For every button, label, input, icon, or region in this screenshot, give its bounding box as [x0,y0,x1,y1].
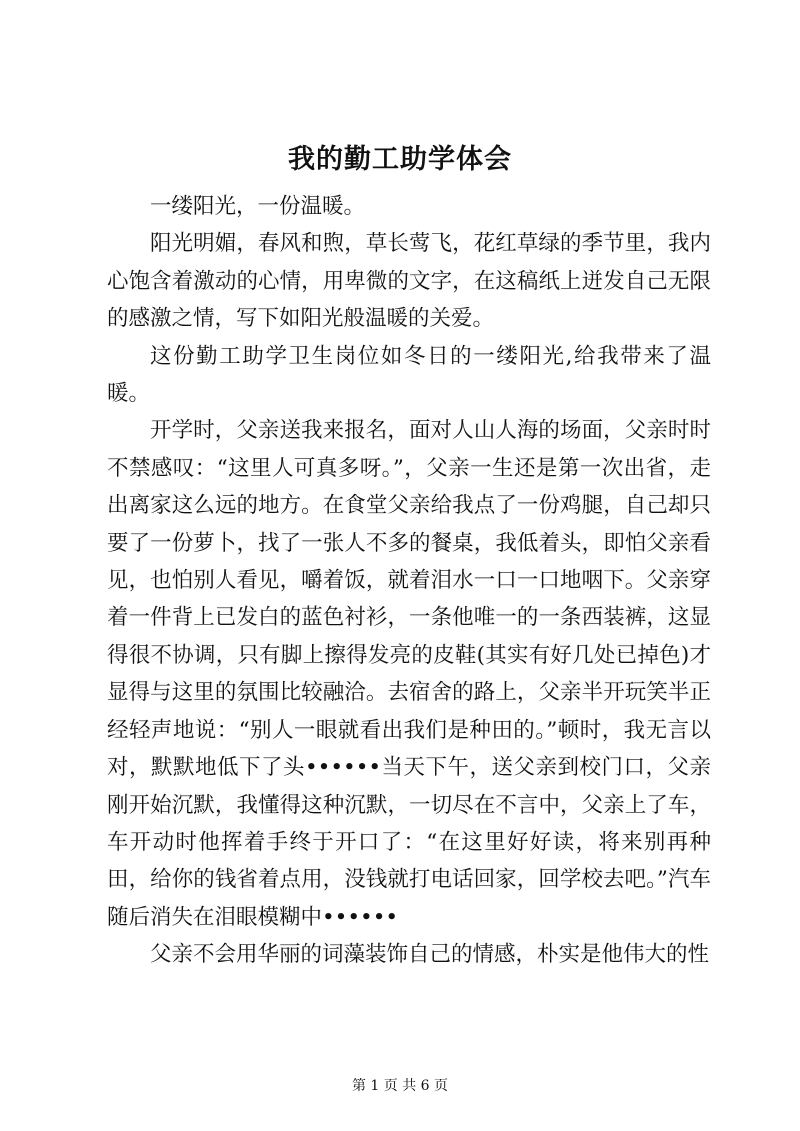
paragraph-4: 开学时，父亲送我来报名，面对人山人海的场面，父亲时时不禁感叹：“这里人可真多呀。”，父亲一生还是第一次出省，走出离家这么远的地方。在食堂父亲给我点了一份鸡腿，自己却只要了一份萝卜，找了一张人不多的餐桌，我低着头，即怕父亲看见，也怕别人看见，嚼着饭，就着泪水一口一口地咽下。父亲穿着一件背上已发白的蓝色衬衫，一条他唯一的一条西装裤，这显得很不协调，只有脚上擦得发亮的皮鞋(其实有好几处已掉色)才显得与这里的氛围比较融洽。去宿舍的路上，父亲半开玩笑半正经轻声地说：“别人一眼就看出我们是种田的。”顿时，我无言以对，默默地低下了头••••••当天下午，送父亲到校门口，父亲刚开始沉默，我懂得这种沉默，一切尽在不言中，父亲上了车，车开动时他挥着手终于开口了：“在这里好好读，将来别再种田，给你的钱省着点用，没钱就打电话回家，回学校去吧。”汽车随后消失在泪眼模糊中•••••• [107,418,711,930]
paragraph-2: 阳光明媚，春风和煦，草长莺飞，花红草绿的季节里，我内心饱含着激动的心情，用卑微的文字，在这稿纸上迸发自己无限的感激之情，写下如阳光般温暖的关爱。 [107,231,711,332]
paragraph-5: 父亲不会用华丽的词藻装饰自己的情感，朴实是他伟大的性 [150,942,710,968]
paragraph-3: 这份勤工助学卫生岗位如冬日的一缕阳光,给我带来了温暖。 [107,343,711,407]
document-body [107,188,711,974]
paragraph-1: 一缕阳光，一份温暖。 [150,194,366,219]
page-footer: 第 1 页 共 6 页 [351,1078,449,1094]
document-title: 我的勤工助学体会 [288,144,512,175]
